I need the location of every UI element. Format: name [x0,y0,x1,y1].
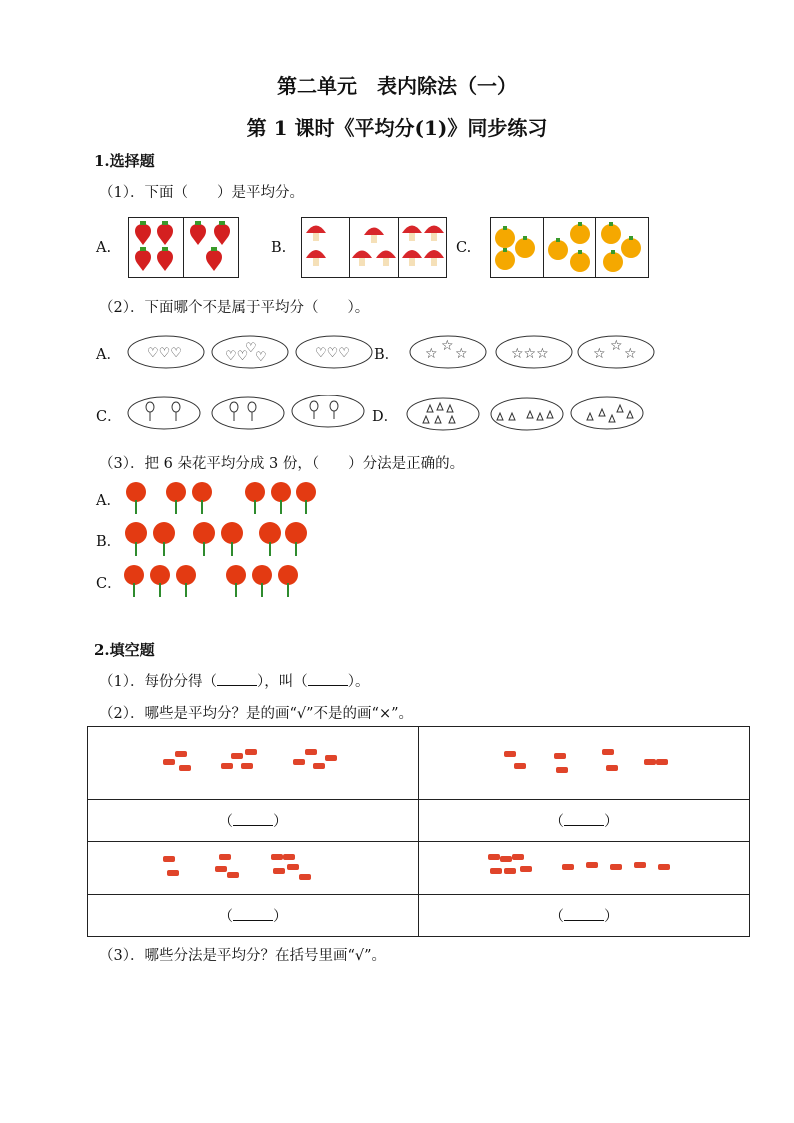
paren-open: （ [218,909,233,925]
flower-icon [126,482,316,514]
svg-text:♡: ♡ [245,341,257,356]
candy-icon [153,741,353,781]
candy-table [87,726,750,937]
answer-blank[interactable] [217,673,257,686]
option-c-label: C． [96,576,122,592]
orange-icon [596,218,648,277]
option-a-label: A. [96,240,112,256]
svg-text:☆: ☆ [425,346,438,362]
unit-title: 第二单元 表内除法（一） [277,74,517,98]
candy-cell [419,842,750,895]
answer-blank[interactable] [233,813,273,826]
option-c-label: C. [456,240,472,256]
section-heading-fill: 2.填空题 [94,641,155,659]
paren-open: （ [549,814,564,830]
option-a-label: A． [96,493,121,509]
svg-text:☆: ☆ [441,338,454,354]
flowers-row-c [120,561,310,599]
candy-cell [88,727,419,800]
trees-groups [126,395,371,431]
mushroom-icon [302,218,350,277]
svg-text:☆☆☆: ☆☆☆ [511,346,549,362]
question-1-2: （2）．下面哪个不是属于平均分（ ）。 [99,300,370,316]
svg-text:☆: ☆ [593,346,606,362]
option-b-label: B． [96,534,122,550]
paren-close: ） [604,909,619,925]
answer-cell[interactable] [419,895,750,937]
orange-icon [544,218,596,277]
q-text-part: ），叫（ [256,674,308,690]
option-b-label: B. [271,240,287,256]
option-c-label: C． [96,409,122,425]
answer-blank[interactable] [564,813,604,826]
candy-cell [88,842,419,895]
orange-box [490,217,649,278]
paren-open: （ [218,814,233,830]
paren-open: （ [549,909,564,925]
stars-groups [408,334,658,370]
strawberry-icon [129,218,183,277]
candy-icon [484,741,684,781]
strawberry-icon [184,218,238,277]
question-1-1: （1）．下面（ ）是平均分。 [99,185,304,201]
candy-icon [484,846,684,886]
q-text-part: （1）．每份分得（ [99,674,217,690]
paren-close: ） [273,909,288,925]
section-heading-choice: 1.选择题 [94,152,155,170]
question-2-3: （3）．哪些分法是平均分？在括号里画“√”。 [99,948,387,964]
svg-text:♡♡: ♡♡ [225,349,249,364]
question-1-3: （3）．把 6 朵花平均分成 3 份，（ ）分法是正确的。 [99,456,465,472]
q-text-part: ）。 [347,674,370,690]
answer-cell[interactable] [88,895,419,937]
svg-text:♡: ♡ [255,350,267,365]
answer-cell[interactable] [88,800,419,842]
svg-text:♡♡♡: ♡♡♡ [315,346,350,361]
svg-text:☆: ☆ [624,346,637,362]
flowers-row-a [120,478,325,516]
strawberry-box [128,217,239,278]
option-d-label: D． [372,409,399,425]
orange-icon [491,218,543,277]
answer-blank[interactable] [233,908,273,921]
answer-cell[interactable] [419,800,750,842]
svg-text:♡♡♡: ♡♡♡ [147,346,182,361]
paren-close: ） [604,814,619,830]
svg-text:☆: ☆ [610,338,623,354]
cones-groups [405,396,650,432]
mushroom-icon [399,218,447,277]
candy-icon [153,846,353,886]
svg-text:☆: ☆ [455,346,468,362]
paren-close: ） [273,814,288,830]
hearts-groups [126,334,376,370]
answer-blank[interactable] [308,673,348,686]
option-a-label: A． [96,347,121,363]
mushroom-icon [350,218,398,277]
question-2-2: （2）．哪些是平均分？是的画“√”不是的画“×”。 [99,706,414,722]
answer-blank[interactable] [564,908,604,921]
mushroom-box [301,217,447,278]
question-2-1 [99,670,369,691]
candy-cell [419,727,750,800]
lesson-title: 第 1 课时《平均分(1)》同步练习 [246,116,548,140]
option-b-label: B． [374,347,400,363]
flowers-row-b [120,518,325,558]
